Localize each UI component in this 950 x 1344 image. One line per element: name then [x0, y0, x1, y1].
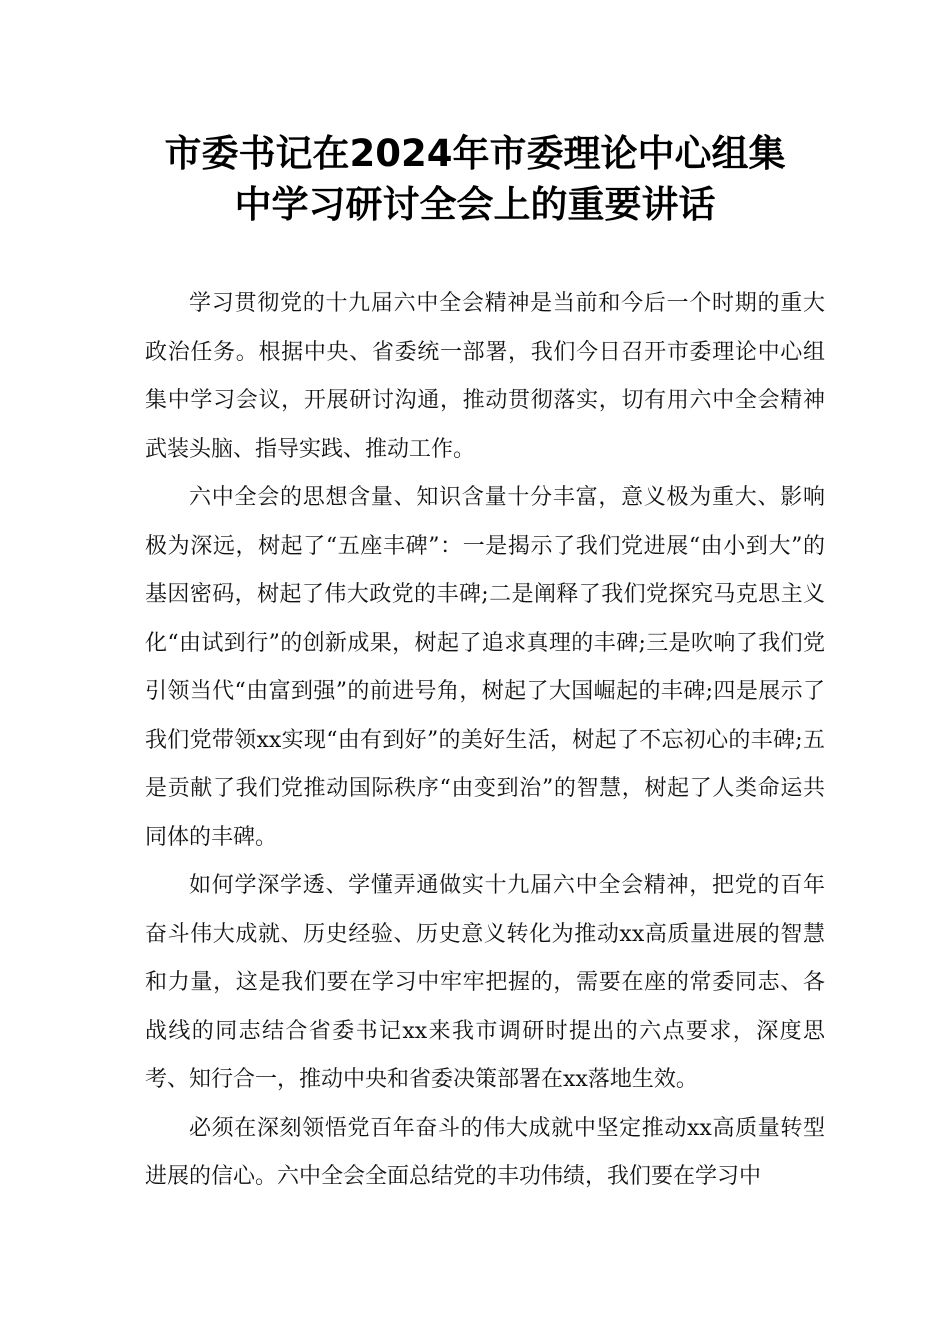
paragraph-3: 如何学深学透、学懂弄通做实十九届六中全会精神，把党的百年奋斗伟大成就、历史经验、历史意义转化为推动xx高质量进展的智慧和力量，这是我们要在学习中牢牢把握的，需要在座的常委同志、各战线的同志结合省委书记xx来我市调研时提出的六点要求，深度思考、知行合一，推动中央和省委决策部署在xx落地生效。: [145, 873, 825, 1092]
document-title-line-2: 中学习研讨全会上的重要讲话: [234, 183, 716, 226]
paragraph-4: 必须在深刻领悟党百年奋斗的伟大成就中坚定推动xx高质量转型进展的信心。六中全会全面总结党的丰功伟绩，我们要在学习中: [145, 1115, 825, 1189]
paragraph-1: 学习贯彻党的十九届六中全会精神是当前和今后一个时期的重大政治任务。根据中央、省委统一部署，我们今日召开市委理论中心组集中学习会议，开展研讨沟通，推动贯彻落实，切有用六中全会精神武装头脑、指导实践、推动工作。: [145, 291, 825, 462]
document-body: [145, 280, 825, 1202]
document-title-line-1: 市委书记在2024年市委理论中心组集: [164, 132, 786, 175]
paragraph-2: 六中全会的思想含量、知识含量十分丰富，意义极为重大、影响极为深远，树起了“五座丰碑”：一是揭示了我们党进展“由小到大”的基因密码，树起了伟大政党的丰碑;二是阐释了我们党探究马克思主义化“由试到行”的创新成果，树起了追求真理的丰碑;三是吹响了我们党引领当代“由富到强”的前进号角，树起了大国崛起的丰碑;四是展示了我们党带领xx实现“由有到好”的美好生活，树起了不忘初心的丰碑;五是贡献了我们党推动国际秩序“由变到治”的智慧，树起了人类命运共同体的丰碑。: [145, 485, 825, 850]
